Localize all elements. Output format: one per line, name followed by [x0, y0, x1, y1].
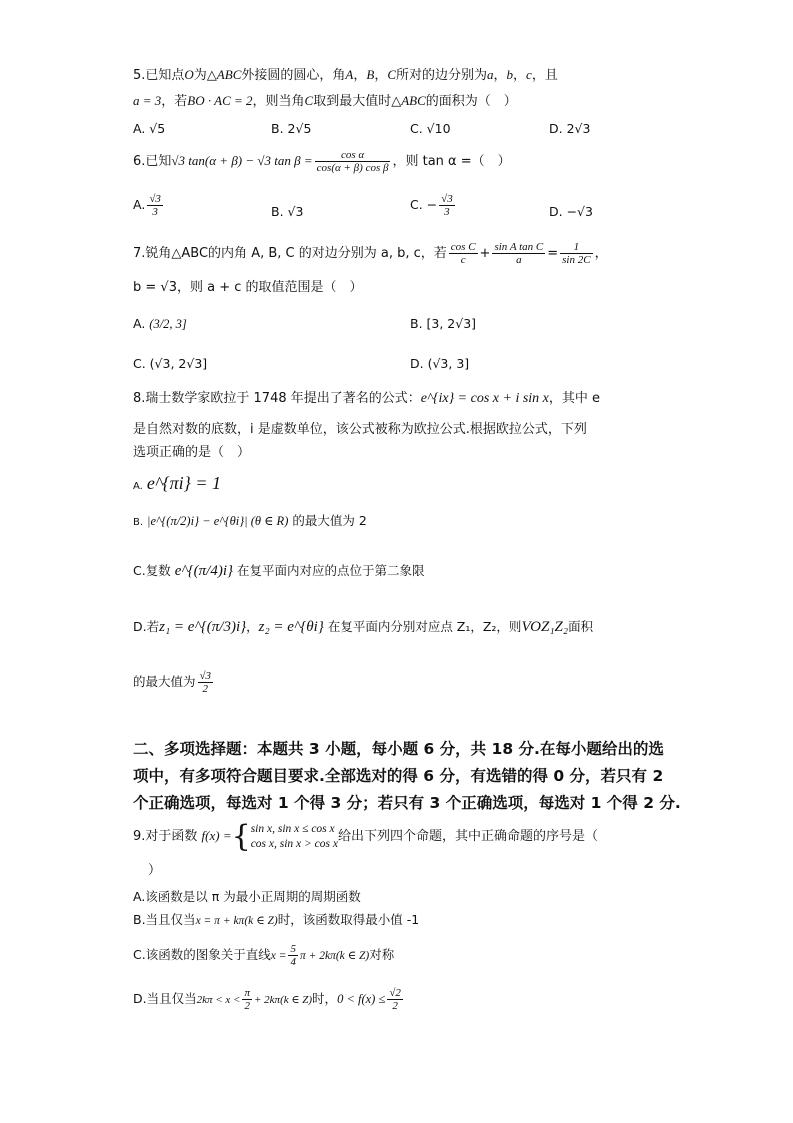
q8-option-d-text: 在复平面内分别对应点 Z₁，Z₂，则: [327, 619, 522, 634]
q6-option-c-fraction: [439, 193, 455, 218]
q6-option-a-label: A.: [133, 197, 146, 212]
q5-text: 为: [193, 68, 207, 83]
section2-heading-line3: 个正确选项，每选对 1 个得 3 分；若只有 3 个正确选项，每选对 1 个得 2 分.: [133, 794, 681, 812]
q8-option-d-text: 面积: [568, 619, 594, 634]
q8-option-d-z1: z₁ = e^{(π/3)i}: [159, 619, 247, 635]
q9-option-d-text: 时，: [312, 991, 338, 1006]
q9-case-1: sin x, sin x ≤ cos x: [250, 822, 335, 835]
q5-option-a: A. √5: [133, 121, 166, 136]
q6-text: 6.已知: [133, 154, 172, 169]
q9-option-c-rest: π + 2kπ(k ∈ Z): [299, 950, 370, 962]
q6-numerator: cos α: [315, 149, 391, 162]
q9-option-b-expr: x = π + kπ(k ∈ Z): [195, 915, 278, 927]
q8-text: 8.瑞士数学家欧拉于 1748 年提出了著名的公式：: [133, 391, 421, 406]
q9-case-2: cos x, sin x > cos x: [250, 837, 338, 850]
q7-f1-den: c: [460, 254, 466, 266]
q6-option-c-den: 3: [444, 206, 450, 218]
q5-side-c: c: [526, 67, 532, 82]
q7-option-a-value: (3/2, 3]: [149, 317, 187, 331]
q5-stem-line2: [133, 92, 517, 111]
q8-option-d-den: 2: [202, 683, 209, 695]
q6-option-d: D. −√3: [549, 204, 593, 219]
section2-heading-line2: 项中，有多项符合题目要求.全部选对的得 6 分，有选错的得 0 分，若只有 2: [133, 767, 664, 785]
q6-option-b: B. √3: [271, 204, 304, 219]
q7-f3-den: sin 2C: [562, 254, 591, 266]
q9-option-c-num: 5: [290, 943, 296, 955]
q7-f2-den: a: [516, 254, 522, 266]
q5-text: ，且: [531, 68, 558, 83]
q7-fraction-2: [492, 241, 545, 266]
q8-stem-line2: 是自然对数的底数，i 是虚数单位，该公式被称为欧拉公式.根据欧拉公式，下列: [133, 422, 587, 437]
q6-option-a: [133, 193, 165, 218]
q5-text: 取到最大值时: [313, 94, 392, 109]
q8-option-a-formula: e^{πi} = 1: [146, 473, 221, 493]
q6-fraction: [315, 149, 391, 174]
q9-text: 给出下列四个命题，其中正确命题的序号是（: [337, 829, 598, 844]
q6-option-c-num: √3: [441, 193, 453, 205]
q9-option-c-text: C.该函数的图象关于直线: [133, 947, 271, 962]
q7-stem-line1: 7.锐角△ABC的内角 A, B, C 的对边分别为 a, b, c，若 $\frac{\text{cos C}}{c}$ + $\frac{\text{sin A tan C}}{a}$ = $\frac{1}{\sin 2C}$ ，: [133, 241, 608, 266]
q7-text: 7.锐角△ABC的内角 A, B, C 的对边分别为 a, b, c，若: [133, 246, 447, 261]
q8-option-d-label: D.若: [133, 619, 160, 634]
q5-angle-a: A: [345, 67, 354, 82]
q7-option-c: C. (√3, 2√3]: [133, 356, 208, 371]
q8-option-d-text: 的最大值为: [133, 674, 196, 689]
q8-euler-formula: e^{ix} = cos x + i sin x: [420, 391, 549, 406]
q8-option-c-formula: e^{(π/4)i}: [174, 563, 234, 579]
q9-stem-close: ）: [148, 863, 162, 878]
q9-option-d-pi-num: π: [244, 987, 250, 999]
q9-option-a: A.该函数是以 π 为最小正周期的周期函数: [133, 889, 361, 904]
q9-option-d: [133, 985, 405, 1014]
q9-option-c-x: x =: [270, 950, 287, 962]
q9-option-d-num: √2: [389, 987, 401, 999]
q7-f3-num: 1: [560, 241, 592, 254]
q8-text: ，其中 e: [548, 391, 601, 406]
q8-option-d-line2: [133, 668, 215, 696]
section2-heading-line1: 二、多项选择题：本题共 3 小题，每小题 6 分，共 18 分.在每小题给出的选: [133, 740, 664, 758]
q9-option-b: [133, 911, 419, 930]
q9-cases: [251, 822, 338, 852]
q5-option-c: C. √10: [410, 121, 451, 136]
q6-option-a-den: 3: [152, 206, 158, 218]
q9-option-c-den: 4: [290, 956, 296, 968]
q5-vector-product: BO · AC = 2: [187, 93, 253, 108]
q8-option-d-triangle: VOZ₁Z₂: [521, 619, 569, 635]
q7-stem-line2: b = √3，则 a + c 的取值范围是（ ）: [133, 280, 363, 295]
q8-option-d: D.若z₁ = e^{(π/3)i}，z₂ = e^{θi} 在复平面内分别对应点 Z₁，Z₂，则VOZ₁Z₂面积: [133, 619, 594, 635]
q9-option-d-den: 2: [392, 1000, 398, 1012]
q6-text: ，则 tan α =（ ）: [392, 154, 511, 169]
q9-stem: [133, 818, 598, 855]
q5-point-o: O: [184, 67, 194, 82]
q7-option-a: [133, 315, 187, 333]
q9-option-b-text: B.当且仅当: [133, 912, 196, 927]
q6-expression: √3 tan(α + β) − √3 tan β =: [171, 153, 313, 168]
q9-option-c-text: 对称: [369, 947, 395, 962]
q8-option-b: [133, 512, 367, 532]
q5-stem-line1: 5.已知点O为△ABC外接圆的圆心，角A，B，C所对的边分别为a，b，c，且: [133, 67, 558, 83]
q8-option-d-fraction: [198, 670, 214, 695]
q7-fraction-3: [560, 241, 592, 266]
q9-function: f(x) =: [201, 828, 232, 843]
q6-option-c: [410, 193, 457, 218]
q6-option-c-label: C. −: [410, 197, 438, 212]
q5-a-value: a = 3: [133, 93, 162, 108]
q5-text: 所对的边分别为: [396, 68, 488, 83]
q9-option-d-rhs: + 2kπ(k ∈ Z): [254, 994, 313, 1006]
q5-text: 5.已知点: [133, 68, 185, 83]
q6-option-a-fraction: [147, 193, 163, 218]
q5-side-a: a: [487, 67, 494, 82]
q8-option-a-label: A.: [133, 481, 143, 492]
q9-option-d-inequality: 0 < f(x) ≤: [337, 992, 386, 1006]
q9-option-d-fraction: [387, 987, 403, 1012]
q9-option-c: [133, 941, 394, 970]
q5-text: ，若: [161, 94, 188, 109]
q8-stem-line1: [133, 390, 600, 408]
q5-angle-c: C: [304, 93, 314, 108]
q5-triangle: △ABC: [206, 67, 242, 82]
q6-option-a-num: √3: [149, 193, 161, 205]
q5-angle-c: C: [387, 67, 396, 82]
q5-text: 外接圆的圆心，角: [241, 68, 346, 83]
q9-option-d-lhs: 2kπ < x <: [196, 994, 241, 1006]
q5-angle-b: B: [366, 67, 375, 82]
q7-fraction-1: [449, 241, 478, 266]
q7-option-a-label: A.: [133, 316, 146, 331]
q9-option-b-text: 时，该函数取得最小值 -1: [277, 912, 420, 927]
left-brace-icon: {: [231, 818, 251, 854]
q9-option-d-pi-den: 2: [244, 1000, 250, 1012]
q7-f2-num: sin A tan C: [494, 241, 544, 253]
q6-stem: [133, 146, 511, 177]
q8-option-b-text: 的最大值为 2: [292, 513, 367, 528]
q5-text: ，则当角: [252, 94, 305, 109]
q8-option-d-num: √3: [199, 670, 212, 682]
q5-text: 的面积为（ ）: [425, 94, 517, 109]
q9-text: 9.对于函数: [133, 829, 198, 844]
q8-option-a: [133, 474, 221, 496]
q5-option-b: B. 2√5: [271, 121, 312, 136]
q7-option-d: D. (√3, 3]: [410, 356, 470, 371]
q5-option-d: D. 2√3: [549, 121, 591, 136]
q8-option-b-formula: |e^{(π/2)i} − e^{θi}| (θ ∈ R): [147, 514, 289, 528]
q8-option-b-label: B.: [133, 517, 144, 528]
q5-triangle: △ABC: [391, 93, 426, 108]
q5-side-b: b: [506, 67, 514, 82]
q9-option-c-fraction: [288, 943, 298, 968]
q7-f1-num: cos C: [450, 241, 476, 253]
q8-option-c-label: C.复数: [133, 563, 171, 578]
q7-option-b: B. [3, 2√3]: [410, 316, 477, 331]
q8-option-d-z2: z₂ = e^{θi}: [258, 619, 324, 635]
q8-option-c: [133, 562, 425, 580]
q8-stem-line3: 选项正确的是（ ）: [133, 445, 251, 460]
q8-option-c-text: 在复平面内对应的点位于第二象限: [237, 563, 425, 578]
q9-option-d-pi-fraction: [242, 987, 252, 1012]
q9-option-d-text: D.当且仅当: [133, 991, 197, 1006]
q6-denominator: cos(α + β) cos β: [316, 162, 389, 174]
